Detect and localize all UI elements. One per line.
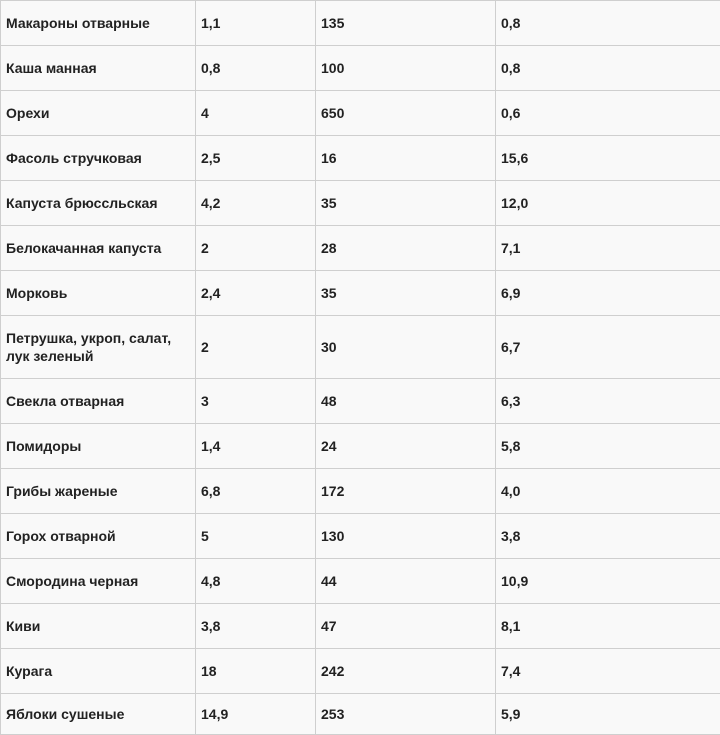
cell-col3: 242 [316, 649, 496, 694]
cell-col2: 2 [196, 226, 316, 271]
table-row [1, 424, 720, 469]
table-row [1, 226, 720, 271]
cell-col2: 5 [196, 514, 316, 559]
cell-col2: 2,5 [196, 136, 316, 181]
cell-col3: 47 [316, 604, 496, 649]
cell-col3: 24 [316, 424, 496, 469]
cell-col4: 5,9 [496, 694, 720, 735]
cell-col4: 4,0 [496, 469, 720, 514]
cell-col4: 12,0 [496, 181, 720, 226]
cell-name: Грибы жареные [1, 469, 196, 514]
cell-col3: 30 [316, 316, 496, 379]
table-row [1, 469, 720, 514]
cell-name: Курага [1, 649, 196, 694]
table-row [1, 136, 720, 181]
cell-col2: 4,8 [196, 559, 316, 604]
cell-col3: 44 [316, 559, 496, 604]
cell-col4: 3,8 [496, 514, 720, 559]
table-row [1, 46, 720, 91]
cell-col3: 130 [316, 514, 496, 559]
cell-col3: 650 [316, 91, 496, 136]
table-row [1, 694, 720, 735]
cell-name: Киви [1, 604, 196, 649]
cell-col2: 18 [196, 649, 316, 694]
cell-col4: 10,9 [496, 559, 720, 604]
cell-name: Яблоки сушеные [1, 694, 196, 735]
cell-col2: 4,2 [196, 181, 316, 226]
cell-col2: 0,8 [196, 46, 316, 91]
cell-col4: 8,1 [496, 604, 720, 649]
cell-col3: 48 [316, 379, 496, 424]
cell-name: Капуста брюссльская [1, 181, 196, 226]
cell-col2: 2 [196, 316, 316, 379]
cell-name: Орехи [1, 91, 196, 136]
cell-col3: 35 [316, 271, 496, 316]
cell-col2: 14,9 [196, 694, 316, 735]
cell-col4: 6,7 [496, 316, 720, 379]
cell-name: Каша манная [1, 46, 196, 91]
cell-name: Горох отварной [1, 514, 196, 559]
cell-col2: 3,8 [196, 604, 316, 649]
cell-col3: 28 [316, 226, 496, 271]
table-row [1, 514, 720, 559]
table-row [1, 91, 720, 136]
table-row [1, 559, 720, 604]
cell-col2: 1,1 [196, 1, 316, 46]
cell-name: Белокачанная капуста [1, 226, 196, 271]
table-row [1, 1, 720, 46]
cell-col4: 0,8 [496, 1, 720, 46]
cell-name: Макароны отварные [1, 1, 196, 46]
table-row [1, 181, 720, 226]
table-row [1, 271, 720, 316]
cell-col3: 172 [316, 469, 496, 514]
table-row [1, 604, 720, 649]
cell-name: Помидоры [1, 424, 196, 469]
cell-col3: 100 [316, 46, 496, 91]
cell-col2: 6,8 [196, 469, 316, 514]
table-row [1, 649, 720, 694]
cell-col4: 7,4 [496, 649, 720, 694]
cell-name: Свекла отварная [1, 379, 196, 424]
cell-col4: 0,6 [496, 91, 720, 136]
cell-col4: 15,6 [496, 136, 720, 181]
cell-col3: 135 [316, 1, 496, 46]
cell-col2: 4 [196, 91, 316, 136]
cell-col3: 253 [316, 694, 496, 735]
cell-col4: 7,1 [496, 226, 720, 271]
cell-name: Петрушка, укроп, салат, лук зеленый [1, 316, 196, 379]
cell-col2: 3 [196, 379, 316, 424]
cell-name: Фасоль стручковая [1, 136, 196, 181]
cell-col2: 1,4 [196, 424, 316, 469]
cell-col4: 6,3 [496, 379, 720, 424]
cell-col4: 5,8 [496, 424, 720, 469]
cell-col4: 0,8 [496, 46, 720, 91]
table-row [1, 316, 720, 379]
table-row [1, 379, 720, 424]
cell-col4: 6,9 [496, 271, 720, 316]
cell-name: Морковь [1, 271, 196, 316]
cell-col3: 35 [316, 181, 496, 226]
cell-col3: 16 [316, 136, 496, 181]
cell-name: Смородина черная [1, 559, 196, 604]
cell-col2: 2,4 [196, 271, 316, 316]
